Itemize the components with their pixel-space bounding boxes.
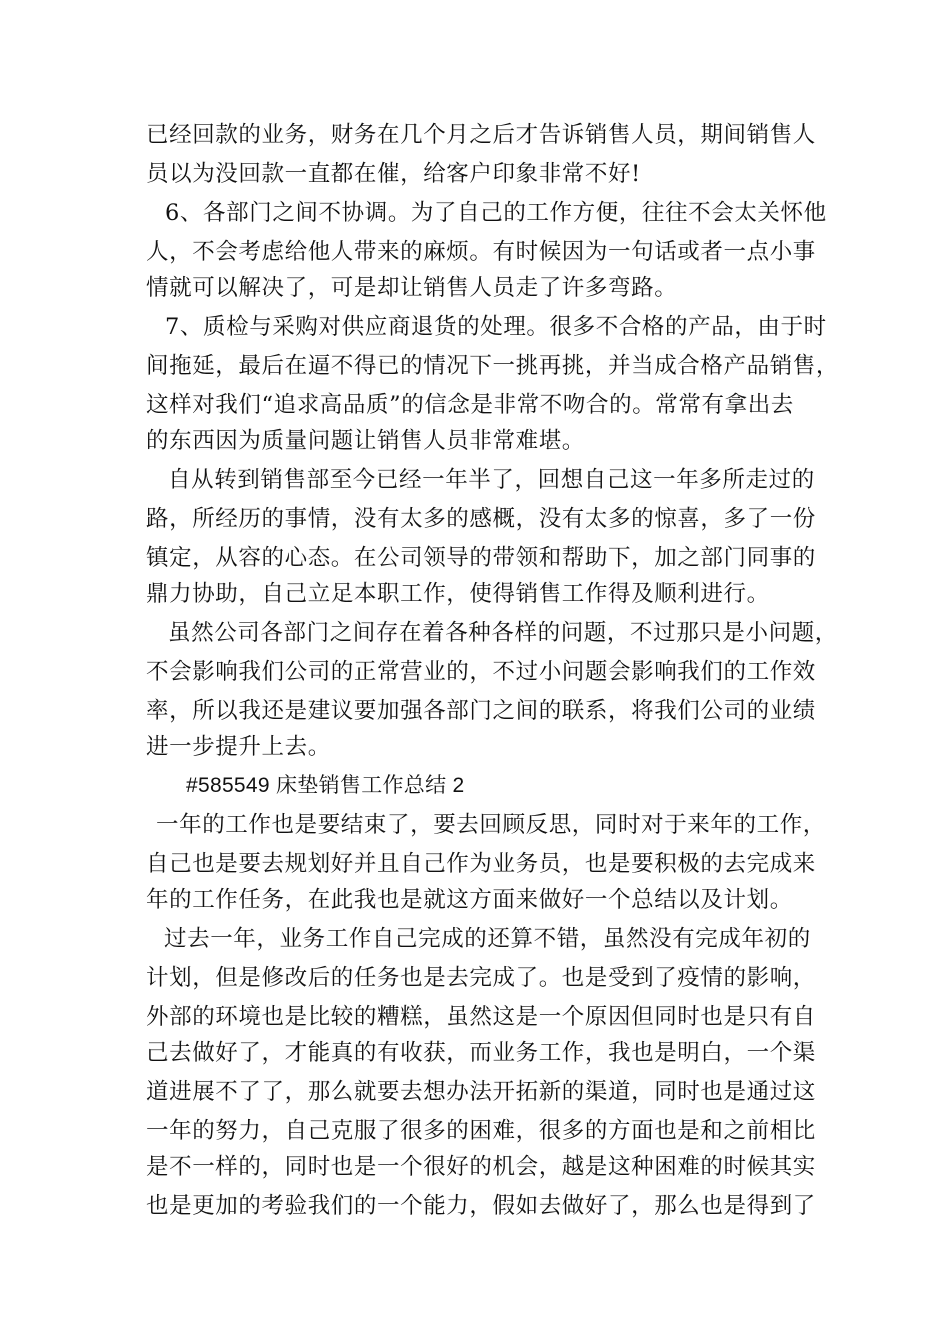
text-line: 年的工作任务，在此我也是就这方面来做好一个总结以及计划。 <box>146 887 793 913</box>
text-line: 自从转到销售部至今已经一年半了，回想自己这一年多所走过的 <box>168 467 815 493</box>
text-line: 员以为没回款一直都在催，给客户印象非常不好! <box>146 161 641 187</box>
text-line: 也是更加的考验我们的一个能力，假如去做好了，那么也是得到了 <box>146 1193 816 1219</box>
text-line: 情就可以解决了，可是却让销售人员走了许多弯路。 <box>146 275 678 301</box>
text-line: 进一步提升上去。 <box>146 734 331 760</box>
text-line: 一年的努力，自己克服了很多的困难，很多的方面也是和之前相比 <box>146 1118 816 1144</box>
text-line: 过去一年，业务工作自己完成的还算不错，虽然没有完成年初的 <box>164 926 811 952</box>
text-line: 这样对我们“追求高品质”的信念是非常不吻合的。常常有拿出去 <box>146 392 794 418</box>
text-line: 率，所以我还是建议要加强各部门之间的联系，将我们公司的业绩 <box>146 698 816 724</box>
text-line: 的东西因为质量问题让销售人员非常难堪。 <box>146 428 585 454</box>
text-line: 自己也是要去规划好并且自己作为业务员，也是要积极的去完成来 <box>146 851 816 877</box>
text-line: 鼎力协助，自己立足本职工作，使得销售工作得及顺利进行。 <box>146 581 770 607</box>
text-line: 计划，但是修改后的任务也是去完成了。也是受到了疫情的影响， <box>146 965 816 991</box>
text-line: 已经回款的业务，财务在几个月之后才告诉销售人员，期间销售人 <box>146 122 816 148</box>
text-line: 己去做好了，才能真的有收获，而业务工作，我也是明白，一个渠 <box>146 1040 816 1066</box>
text-line: 不会影响我们公司的正常营业的，不过小问题会影响我们的工作效 <box>146 659 816 685</box>
text-line: 路，所经历的事情，没有太多的感概，没有太多的惊喜，多了一份 <box>146 506 816 532</box>
text-line: 外部的环境也是比较的糟糕，虽然这是一个原因但同时也是只有自 <box>146 1004 816 1030</box>
text-line: 6、各部门之间不协调。为了自己的工作方便，往往不会太关怀他 <box>165 200 827 226</box>
text-line: 是不一样的，同时也是一个很好的机会，越是这种困难的时候其实 <box>146 1154 816 1180</box>
text-line: 人，不会考虑给他人带来的麻烦。有时候因为一句话或者一点小事 <box>146 239 816 265</box>
text-line: 道进展不了了，那么就要去想办法开拓新的渠道，同时也是通过这 <box>146 1079 816 1105</box>
text-line: 一年的工作也是要结束了，要去回顾反思，同时对于来年的工作， <box>156 812 826 838</box>
text-line: 镇定，从容的心态。在公司领导的带领和帮助下，加之部门同事的 <box>146 545 816 571</box>
text-line: 虽然公司各部门之间存在着各种各样的问题，不过那只是小问题， <box>168 620 838 646</box>
section-heading: #585549 床垫销售工作总结 2 <box>186 774 465 797</box>
text-line: 7、质检与采购对供应商退货的处理。很多不合格的产品，由于时 <box>165 314 827 340</box>
text-line: 间拖延，最后在逼不得已的情况下一挑再挑，并当成合格产品销售， <box>146 353 840 379</box>
